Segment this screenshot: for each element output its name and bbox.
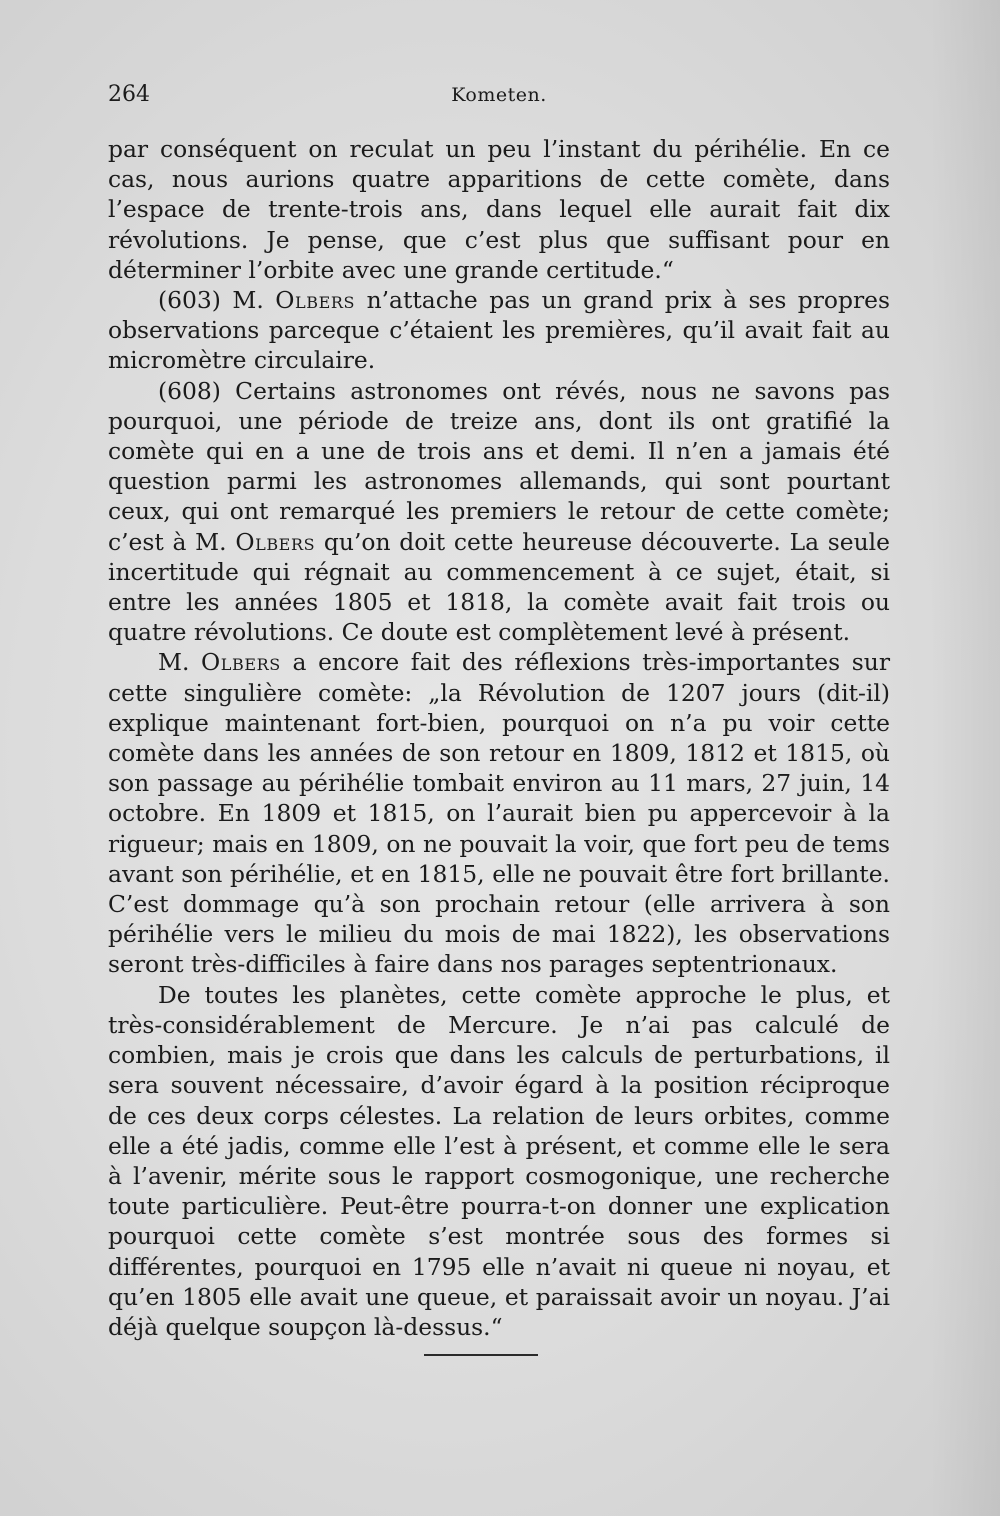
author-name: Olbers xyxy=(201,648,281,677)
paragraph-603 xyxy=(108,285,890,376)
honorific: M. xyxy=(232,286,264,315)
author-name: Olbers xyxy=(275,286,356,315)
paragraph-text: Certains astronomes ont révés, nous ne savons pas pourquoi, une période de treize ans, dont ils ont gratifié la comète qui en a une de trois ans et demi. Il n’en a jamais été question parmi les astronomes allemands, qui sont pourtant ceux, qui ont remarqué les premiers le retour de cette comète; c’est à M. xyxy=(108,376,890,556)
paragraph-608 xyxy=(108,376,890,648)
page-number: 264 xyxy=(108,82,150,107)
running-head: Kometen. xyxy=(451,84,547,106)
page-body xyxy=(108,134,890,1342)
paragraph-text: n’attache pas un grand prix à ses propres observations parceque c’étaient les premières, qu’il avait fait au micromètre circulaire. xyxy=(108,286,891,375)
paragraph-text: a encore fait des réflexions très-importantes sur cette singulière comète: „la Révolution de 1207 jours (dit-il) explique maintenant fort-bien, pourquoi on n’a pu voir cette comète dans les années de son retour en 1809, 1812 et 1815, où son passage au périhélie tombait environ au 11 mars, 27 juin, 14 octobre. En 1809 et 1815, on l’aurait bien pu appercevoir à la rigueur; mais en 1809, on ne pouvait la voir, que fort peu de tems avant son périhélie, et en 1815, elle ne pouvait être fort brillante. C’est dommage qu’à son prochain retour (elle arrivera à son périhélie vers le milieu du mois de mai 1822), les observations seront très-difficiles à faire dans nos parages septentrionaux. xyxy=(108,648,890,979)
paragraph-continuation: par conséquent on reculat un peu l’instant du périhélie. En ce cas, nous aurions quatre apparitions de cette comète, dans l’espace de trente-trois ans, dans lequel elle aurait fait dix révolutions. Je pense, que c’est plus que suffisant pour en déterminer l’orbite avec une grande certitude.“ xyxy=(108,135,890,284)
section-divider xyxy=(424,1354,538,1356)
paragraph-olbers-reflexions xyxy=(108,647,890,979)
author-name: Olbers xyxy=(235,527,316,556)
page-header xyxy=(108,82,890,112)
paragraph-planetes: De toutes les planètes, cette comète approche le plus, et très-considérablement de Mercure. Je n’ai pas calculé de combien, mais je crois que dans les calculs de perturbations, il sera souvent nécessaire, d’avoir égard à la position réciproque de ces deux corps célestes. La relation de leurs orbites, comme elle a été jadis, comme elle l’est à présent, et comme elle le sera à l’avenir, mérite sous le rapport cosmogonique, une recherche toute particulière. Peut-être pourra-t-on donner une explication pourquoi cette comète s’est montrée sous des formes si différentes, pourquoi en 1795 elle n’avait ni queue ni noyau, et qu’en 1805 elle avait une queue, et paraissait avoir un noyau. J’ai déjà quelque soupçon là-dessus.“ xyxy=(108,980,890,1341)
paragraph-text: qu’on doit cette heureuse découverte. La seule incertitude qui régnait au commencement à ce sujet, était, si entre les années 1805 et 1818, la comète avait fait trois ou quatre révolutions. Ce doute est complètement levé à présent. xyxy=(108,527,891,647)
paragraph-ref: (603) xyxy=(158,286,221,315)
paragraph-ref: (608) xyxy=(158,376,221,405)
honorific: M. xyxy=(158,648,190,677)
